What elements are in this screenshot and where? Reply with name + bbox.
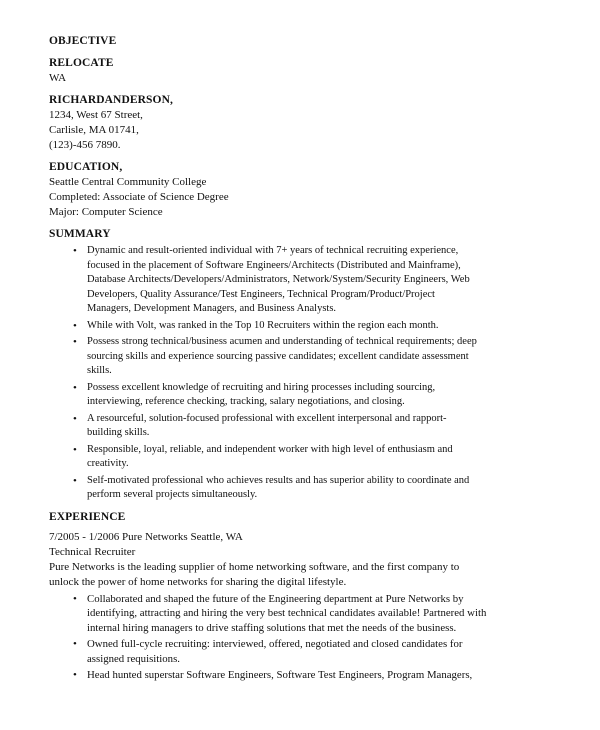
summary-line: Developers, Quality Assurance/Test Engineers, Technical Program/Product/Project	[87, 288, 435, 300]
experience-heading: EXPERIENCE	[49, 510, 126, 523]
relocate-heading: RELOCATE	[49, 57, 114, 69]
objective-heading: OBJECTIVE	[49, 35, 117, 47]
summary-line: • Possess strong technical/business acumen and understanding of technical requirements; deep	[87, 336, 477, 347]
education-completed: Completed: Associate of Science Degree	[49, 191, 229, 203]
summary-line: Managers, Development Managers, and Business Analysts.	[87, 303, 337, 314]
experience-section	[49, 510, 560, 683]
summary-line: focused in the placement of Software Engineers/Architects (Distributed and Mainframe),	[87, 259, 461, 271]
job-title: Technical Recruiter	[49, 545, 136, 558]
list-item	[49, 443, 560, 472]
list-item	[49, 381, 560, 410]
summary-heading: SUMMARY	[49, 228, 111, 240]
summary-line: • While with Volt, was ranked in the Top 10 Recruiters within the region each month.	[87, 319, 439, 331]
job-dates: 7/2005 - 1/2006 Pure Networks Seattle, WA	[49, 530, 243, 543]
summary-line: perform several projects simultaneously.	[87, 489, 258, 500]
job-description-line: Pure Networks is the leading supplier of home networking software, and the first company to	[49, 560, 460, 573]
summary-line: • A resourceful, solution-focused professional with excellent interpersonal and rapport-	[87, 412, 447, 424]
experience-line: assigned requisitions.	[87, 652, 180, 665]
summary-line: • Possess excellent knowledge of recruiting and hiring processes including sourcing,	[87, 381, 436, 393]
experience-line: internal hiring managers to drive staffing solutions that met the needs of the business.	[87, 621, 457, 634]
summary-line: sourcing skills and experience sourcing passive candidates; excellent candidate assessment	[87, 350, 469, 362]
education-heading: EDUCATION,	[49, 161, 123, 173]
summary-line: Database Architects/Developers/Administrators, Network/System/Security Engineers, Web	[87, 274, 470, 285]
experience-line: • Owned full-cycle recruiting: interviewed, offered, negotiated and closed candidates for	[87, 638, 463, 650]
education-school: Seattle Central Community College	[49, 176, 207, 188]
summary-section	[49, 227, 560, 503]
list-item	[49, 668, 560, 683]
list-item	[49, 335, 560, 379]
summary-list	[49, 244, 560, 503]
list-item	[49, 319, 560, 334]
objective-section	[49, 34, 560, 49]
summary-line: creativity.	[87, 458, 129, 469]
experience-list	[49, 592, 560, 683]
address-line-1: 1234, West 67 Street,	[49, 109, 143, 121]
summary-line: building skills.	[87, 427, 150, 438]
list-item	[49, 244, 560, 317]
list-item	[49, 412, 560, 441]
list-item	[49, 637, 560, 666]
experience-line: • Head hunted superstar Software Engineers, Software Test Engineers, Program Managers,	[87, 669, 473, 681]
contact-section	[49, 93, 560, 153]
list-item	[49, 474, 560, 503]
relocate-value: WA	[49, 72, 67, 84]
candidate-name: RICHARDANDERSON,	[49, 94, 173, 106]
job-description-line: unlock the power of home networks for sharing the digital lifestyle.	[49, 575, 347, 588]
list-item	[49, 592, 560, 636]
summary-line: • Responsible, loyal, reliable, and independent worker with high level of enthusiasm and	[87, 443, 453, 455]
summary-line: interviewing, reference checking, tracking, salary negotiations, and closing.	[87, 396, 405, 407]
phone-number: (123)-456 7890.	[49, 139, 121, 151]
summary-line: • Dynamic and result-oriented individual with 7+ years of technical recruiting experience,	[87, 245, 459, 256]
education-major: Major: Computer Science	[49, 206, 163, 218]
address-line-2: Carlisle, MA 01741,	[49, 124, 139, 136]
experience-line: identifying, attracting and hiring the very best technical candidates available! Partnered with	[87, 607, 487, 619]
experience-line: • Collaborated and shaped the future of the Engineering department at Pure Networks by	[87, 592, 464, 605]
summary-line: skills.	[87, 365, 112, 376]
summary-line: • Self-motivated professional who achieves results and has superior ability to coordinate and	[87, 474, 470, 486]
relocate-section	[49, 56, 560, 86]
education-section	[49, 160, 560, 220]
